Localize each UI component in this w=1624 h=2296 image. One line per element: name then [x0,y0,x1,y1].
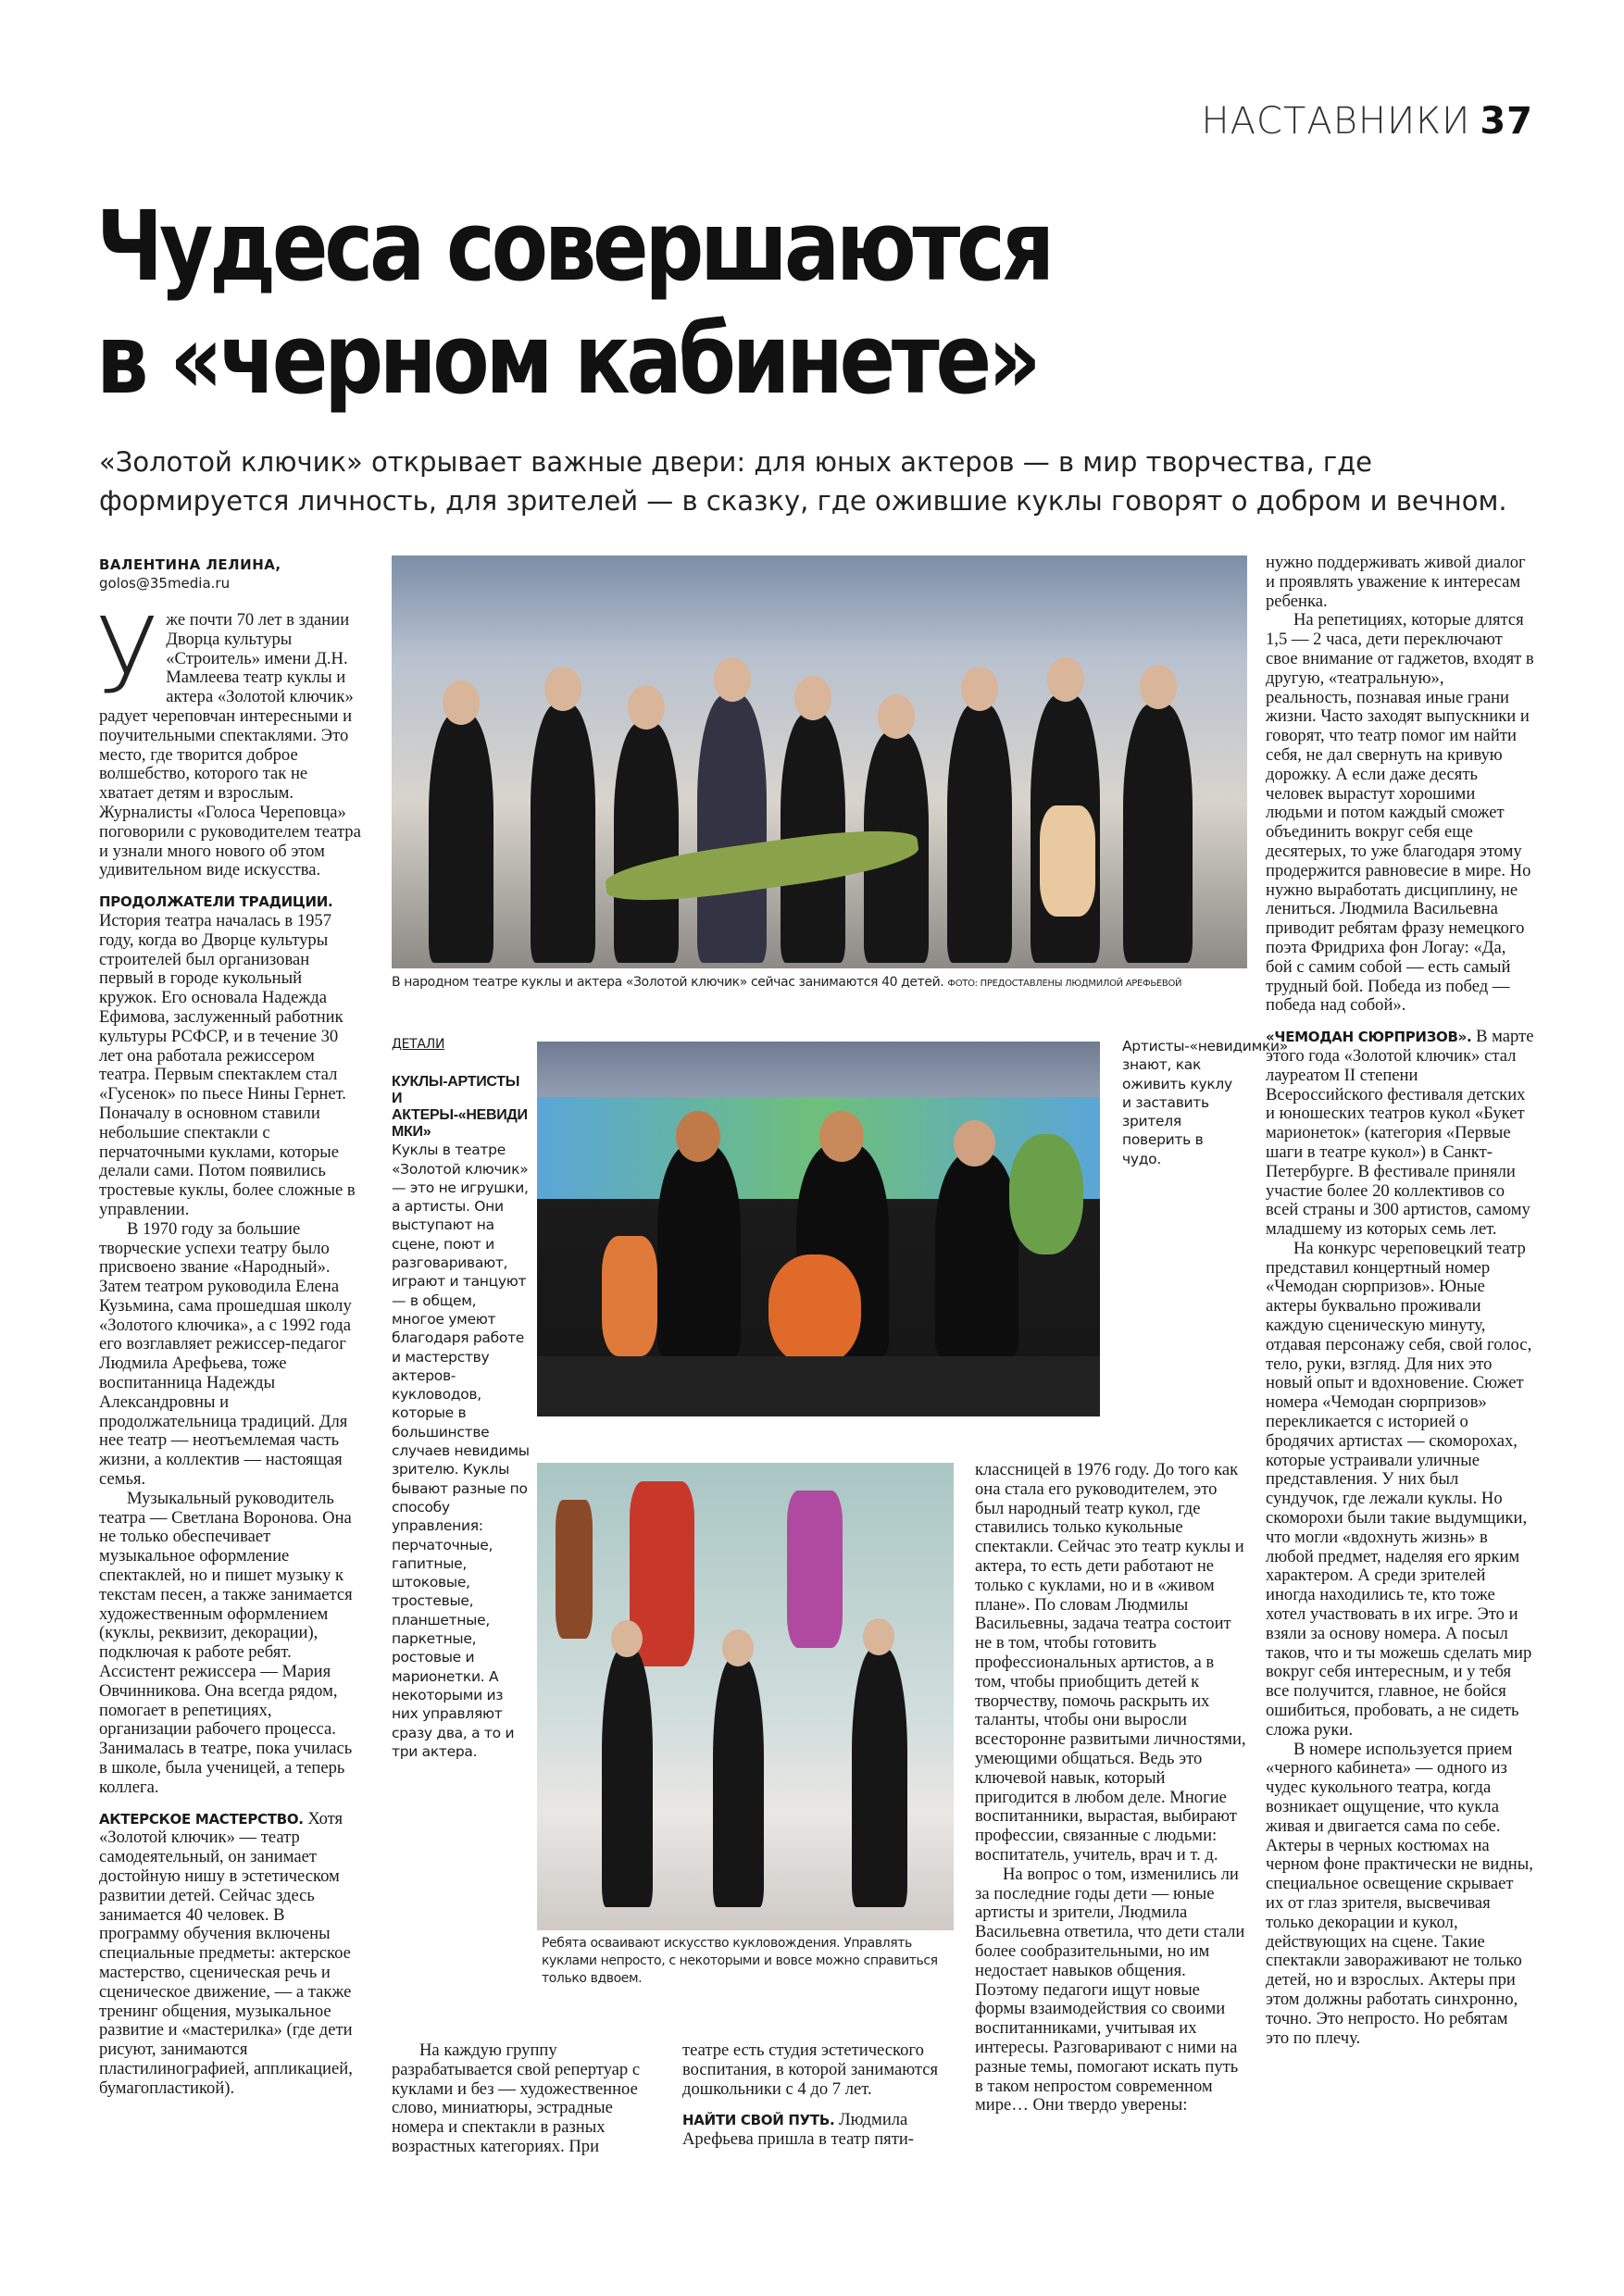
subheading: АКТЕРСКОЕ МАСТЕРСТВО. [99,1810,304,1828]
paragraph: нужно поддерживать живой диалог и проявлять уважение к интересам ребенка. [1266,553,1526,611]
column-2b [682,2041,954,2150]
doll-puppet [602,1236,657,1356]
photo-3-caption: Ребята осваивают искусство кукловождения. Управлять куклами непросто, с некоторыми и вовсе можно справиться только вдвоем. [542,1936,938,1986]
photo-2-caption: Артисты-«невидимки» знают, как оживить куклу и заставить зрителя поверить в чудо. [1122,1038,1288,1167]
paragraph: классницей в 1976 году. До того как она стала его руководителем, это был народный театр кукол, где ставились только кукольные спектакли. Сейчас это театр куклы и актера, то есть дети работают не только с куклами, но и в «живом плане». По словам Людмилы Васильевны, задача театра состоит не в том, чтобы готовить профессиональных артистов, а в том, чтобы приобщить детей к творчеству, помочь раскрыть их таланты, чтобы они выросли всесторонне развитыми личностями, умеющими общаться. Ведь это ключевой навык, который пригодится в любом деле. Многие воспитанники, вырастая, выбирают профессии, связанные с людьми: воспитатель, учитель, врач и т. д. [975,1460,1246,1865]
paragraph: Музыкальный руководитель театра — Светлана Воронова. Она не только обеспечивает музыкальное оформление спектаклей, но и пишет музыку к текстам песен, а также занимается художественным оформлением (куклы, реквизит, декорации), подключая к работе ребят. Ассистент режиссера — Мария Овчинникова. Она всегда рядом, помогает в репетициях, организации рабочего процесса. Занималась в театре, пока училась в школе, была ученицей, а теперь коллега. [99,1488,353,1797]
article-title [96,190,1051,416]
group-photo [392,555,1247,968]
photo-1-caption: В народном театре куклы и актера «Золотой ключик» сейчас занимаются 40 детей. ФОТО: ПРЕДОСТАВЛЕНЫ ЛЮДМИЛОЙ АРЕФЬЕВОЙ [392,975,1182,990]
fox-puppet [768,1254,861,1366]
author-email: golos@35media.ru [99,575,231,592]
paragraph: театре есть студия эстетического воспитания, в которой занимаются дошкольники с 4 до 7 лет. [682,2040,939,2099]
sidebar-tag: ДЕТАЛИ [392,1037,445,1052]
details-sidebar [392,1035,531,1761]
column-3 [975,1461,1248,2115]
column-1 [95,596,363,2099]
frog-puppet [1009,1134,1083,1254]
article-lead: «Золотой ключик» открывает важные двери: для юных актеров — в мир творчества, где формируется личность, для зрителей — в сказку, где ожившие куклы говорят о добром и вечном. [99,446,1507,517]
section-header [1202,100,1533,143]
author-name: ВАЛЕНТИНА ЛЕЛИНА, [99,556,281,573]
paragraph: На репетициях, которые длятся 1,5 — 2 часа, дети переключают свое внимание от гаджетов, входят в другую, «театральную», реальность, познавая иные грани жизни. Часто заходят выпускники и говорят, что театр помог им найти себя, не дал свернуть на кривую дорожку. А если даже десять человек вырастут хорошими людьми и потом каждый сможет объединить вокруг себя еще десятерых, то уже благодаря этому продержится равновесие в мире. Но нужно выработать дисциплину, не лениться. Людмила Васильевна приводит ребятам фразу немецкого поэта Фридриха фон Логау: «Да, бой с самим собой — есть самый трудный бой. Победа из побед — победа над собой». [1266,610,1534,1016]
black-cabinet-photo [537,1042,1100,1416]
subheading: «ЧЕМОДАН СЮРПРИЗОВ». [1266,1029,1472,1046]
section-name: НАСТАВНИКИ [1201,100,1471,143]
byline [99,555,281,593]
paragraph: АКТЕРСКОЕ МАСТЕРСТВО. Хотя «Золотой ключик» — театр самодеятельный, он занимает достойную нишу в эстетическом развитии детей. Сейчас здесь занимается 40 человек. В программу обучения включены специальные предметы: актерское мастерство, сценическая речь и сценическое движение, — а также тренинг общения, музыкальное развитие и «мастерилка» (где дети рисуют, занимаются пластилинографией, аппликацией, бумагопластикой). [99,1808,353,2098]
paragraph: В номере используется прием «черного кабинета» — одного из чудес кукольного театра, когда возникает ощущение, что кукла живая и двигается сама по себе. Актеры в черных костюмах на черном фоне практически не видны, специальное освещение скрывает их от глаз зрителя, высвечивая только декорации и кукол, действующих на сцене. Такие спектакли завораживают не только детей, но и взрослых. Актеры при этом должны работать синхронно, точно. Это непросто. Но ребятам это по плечу. [1266,1739,1533,2048]
column-4 [1266,554,1534,2048]
sidebar-text: Куклы в театре «Золотой ключик» — это не игрушки, а артисты. Они выступают на сцене, поют и разговаривают, играют и танцуют — в общем, многое умеют благодаря работе и мастерству актеров-кукловодов, которые в большинстве случаев невидимы зрителю. Куклы бывают разные по способу управления: перчаточные, гапитные, штоковые, тростевые, планшетные, паркетные, ростовые и марионетки. А некоторыми из них управляют сразу два, а то и три актера. [392,1142,530,1760]
subheading: ПРОДОЛЖАТЕЛИ ТРАДИЦИИ. [99,893,333,911]
paragraph: На каждую группу разрабатывается свой репертуар с куклами и без — художественное слово, миниатюры, эстрадные номера и спектакли в разных возрастных категориях. При [392,2040,641,2156]
paragraph: На конкурс череповецкий театр представил концертный номер «Чемодан сюрпризов». Юные актеры буквально проживали каждую сценическую минуту, отдавая персонажу себя, свой голос, тело, руки, взгляд. Для них это новый опыт и вдохновение. Сюжет номера «Чемодан сюрпризов» перекликается с историей о бродячих артистах — скоморохах, которые устраивали уличные представления. У них был сундучок, где лежали куклы. Но скоморохи были такие выдумщики, что могли «вдохнуть жизнь» в любой предмет, наделяя его ярким характером. А среди зрителей иногда находились те, кто тоже хотел участвовать в их игре. Это и взяли за основу номера. А посыл таков, что и ты можешь сделать мир вокруг себя интересным, и у тебя все получится, главное, не бойся ошибиться, пробовать, а не сидеть сложа руки. [1266,1238,1532,1740]
title-line-1: Чудеса совершаются [96,190,1051,303]
paragraph: «ЧЕМОДАН СЮРПРИЗОВ». В марте этого года «Золотой ключик» стал лауреатом II степени Всероссийского фестиваля детских и юношеских театров кукол «Букет марионеток» (категория «Первые шаги в театре кукол») в Санкт-Петербурге. В фестивале приняли участие более 20 коллективов со всей страны и 300 артистов, самому младшему из которых семь лет. [1266,1027,1534,1240]
doll-puppet [1040,805,1095,917]
intro-paragraph: Уже почти 70 лет в здании Дворца культуры «Строитель» имени Д.Н. Мамлеева театр куклы и актера «Золотой ключик» радует череповчан интересными и поучительными спектаклями. Это место, где творится доброе волшебство, которого так не хватает детям и взрослым. Журналисты «Голоса Череповца» поговорили с руководителем театра и узнали много нового об этом удивительном виде искусства. [95,596,361,880]
drop-cap: У [95,596,159,717]
photo-credit: ФОТО: ПРЕДОСТАВЛЕНЫ ЛЮДМИЛОЙ АРЕФЬЕВОЙ [947,979,1182,989]
paragraph: ПРОДОЛЖАТЕЛИ ТРАДИЦИИ. История театра началась в 1957 году, когда во Дворце культуры строителей был организован первый в городе кукольный кружок. Его основала Надежда Ефимова, заслуженный работник культуры РСФСР, и в течение 30 лет она работала режиссером театра. Первым спектаклем стал «Гусенок» по пьесе Нины Гернет. Поначалу в основном ставили небольшие спектакли с перчаточными куклами, которые делали сами. Потом появились тростевые куклы, более сложные в управлении. [99,893,356,1219]
column-2a [392,2041,660,2157]
subheading: НАЙТИ СВОЙ ПУТЬ. [682,2112,835,2129]
paragraph: В 1970 году за большие творческие успехи театру было присвоено звание «Народный». Затем театром руководила Елена Кузьмина, сама прошедшая школу «Золотого ключика», а с 1992 года его возглавляет режиссер-педагог Людмила Арефьева, тоже воспитанница Надежды Александровны и продолжательница традиций. Для нее театр — неотъемлемая часть жизни, а коллектив — настоящая семья. [99,1218,352,1490]
paragraph: НАЙТИ СВОЙ ПУТЬ. Людмила Арефьева пришла в театр пяти- [682,2110,914,2150]
puppetry-photo [537,1463,954,1930]
page-number: 37 [1480,100,1533,143]
sidebar-heading: КУКЛЫ-АРТИСТЫ И АКТЕРЫ-«НЕВИДИМКИ» [392,1074,528,1141]
title-line-2: в «черном кабинете» [96,303,1038,416]
paragraph: На вопрос о том, изменились ли за последние годы дети — юные артисты и зрители, Людмила Васильевна ответила, что дети стали более сообразительными, но им недостает навыков общения. Поэтому педагоги ищут новые формы взаимодействия со своими воспитанниками, учитывая их интересы. Разговаривают с ними на разные темы, помогают искать путь в таком непростом современном мире… Они твердо уверены: [975,1864,1245,2115]
